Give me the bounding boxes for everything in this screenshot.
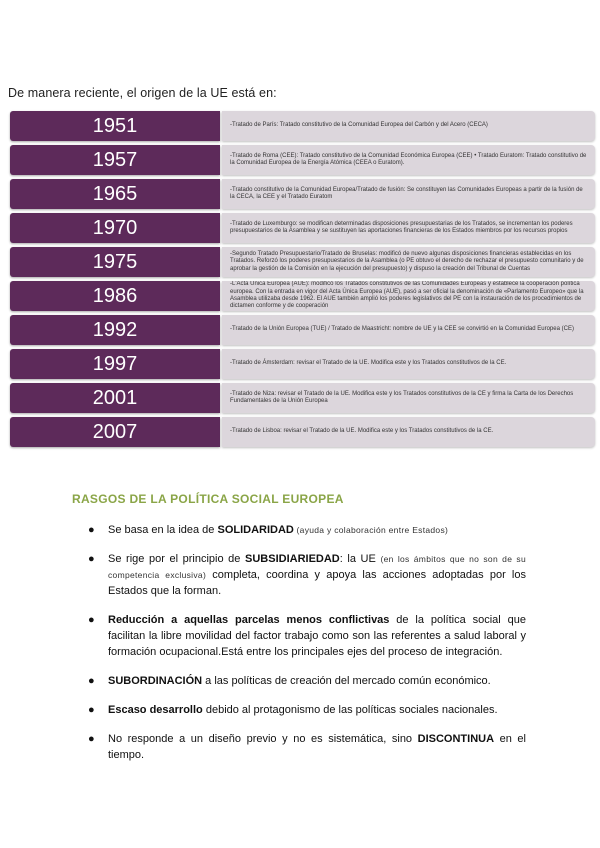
timeline-row	[10, 281, 595, 311]
timeline-year: 1957	[10, 145, 220, 175]
bullet-icon: ●	[88, 614, 95, 626]
timeline-row	[10, 417, 595, 447]
timeline-description: -Tratado de Lisboa: revisar el Tratado de la UE. Modifica este y los Tratados constitutivos de la CE.	[222, 417, 595, 447]
timeline-year: 1997	[10, 349, 220, 379]
timeline-year: 1951	[10, 111, 220, 141]
item-keyword: SOLIDARIDAD	[217, 524, 294, 536]
timeline-row	[10, 213, 595, 243]
timeline-description: -Tratado constitutivo de la Comunidad Europea/Tratado de fusión: Se constituyen las Comunidades Europeas a partir de la fusión de la CECA, la CEE y el Tratado Euratom	[222, 179, 595, 209]
list-item	[88, 522, 526, 538]
list-item	[88, 731, 526, 763]
timeline-description: -Tratado de Luxemburgo: se modifican determinadas disposiciones presupuestarias de los Tratados, se incrementan los poderes presupuestarios de la Asamblea y se sustituyen las aportaciones financieras de los Estados miembros por los recursos propios	[222, 213, 595, 243]
timeline-row	[10, 349, 595, 379]
item-keyword: DISCONTINUA	[417, 733, 495, 745]
section-title: RASGOS DE LA POLÍTICA SOCIAL EUROPEA	[72, 492, 344, 506]
list-item	[88, 673, 526, 689]
bullet-icon: ●	[88, 704, 95, 716]
timeline-row	[10, 383, 595, 413]
bullet-icon: ●	[88, 675, 95, 687]
timeline-description: -Tratado de Roma (CEE): Tratado constitutivo de la Comunidad Económica Europea (CEE) • Tratado Euratom: Tratado constitutivo de la Comunidad Europea de la Energía Atómica (CEEA o Euratom).	[222, 145, 595, 175]
timeline-row	[10, 179, 595, 209]
timeline-row	[10, 111, 595, 141]
timeline-row	[10, 247, 595, 277]
item-note: (en los ámbitos que no son de su competencia exclusiva)	[108, 554, 527, 580]
item-text: a las políticas de creación del mercado común económico.	[202, 675, 491, 687]
timeline-year: 1970	[10, 213, 220, 243]
item-text: No responde a un diseño previo y no es sistemática, sino	[108, 733, 418, 745]
bullet-icon: ●	[88, 733, 95, 745]
item-keyword: Reducción a aquellas parcelas menos conflictivas	[108, 614, 390, 626]
item-text: : la UE	[339, 553, 381, 565]
timeline-description: -Tratado de la Unión Europea (TUE) / Tratado de Maastricht: nombre de UE y la CEE se convirtió en la Comunidad Europea (CE)	[222, 315, 595, 345]
timeline-year: 2001	[10, 383, 220, 413]
timeline-year: 1992	[10, 315, 220, 345]
timeline-year: 2007	[10, 417, 220, 447]
item-keyword: SUBORDINACIÓN	[108, 675, 203, 687]
list-item	[88, 702, 526, 718]
timeline-description: -Tratado de Ámsterdam: revisar el Tratado de la UE. Modifica este y los Tratados constitutivos de la CE.	[222, 349, 595, 379]
bullet-icon: ●	[88, 553, 95, 565]
timeline-description: -Tratado de París: Tratado constitutivo de la Comunidad Europea del Carbón y del Acero (CECA)	[222, 111, 595, 141]
list-item	[88, 551, 526, 599]
intro-heading: De manera reciente, el origen de la UE está en:	[8, 86, 277, 100]
timeline-year: 1965	[10, 179, 220, 209]
bullet-icon: ●	[88, 524, 95, 536]
item-note: (ayuda y colaboración entre Estados)	[293, 525, 449, 535]
item-text: Se rige por el principio de	[108, 553, 246, 565]
treaty-timeline	[10, 111, 595, 451]
timeline-year: 1975	[10, 247, 220, 277]
timeline-description: -Segundo Tratado Presupuestario/Tratado de Bruselas: modificó de nuevo algunas disposiciones financieras establecidas en los Tratados. Reforzó los poderes presupuestarios de la Asamblea (o PE obtuvo el derecho de rechazar el presupuesto comunitario y de aprobar la gestión de la Comisión en la ejecución del presupuesto) y dispuso la creación del Tribunal de Cuentas	[222, 247, 595, 277]
list-item	[88, 612, 526, 660]
timeline-description: -L'Acta Única Europea (AUE): modificó los Tratados constitutivos de las Comunidades Europeas y establece la cooperación política europea. Con la entrada en vigor del Acta Única Europea (AUE), pasó a ser oficial la denominación de «Parlamento Europeo» que la Asamblea utilizaba desde 1962. El AUE también amplió los poderes legislativos del PE con la instauración de los procedimientos de dictamen conforme y de cooperación	[222, 281, 595, 311]
features-list	[88, 522, 526, 776]
item-keyword: Escaso desarrollo	[108, 704, 203, 716]
item-text: en el tiempo.	[108, 733, 526, 761]
item-text: de la política social que facilitan la libre movilidad del factor trabajo como son las referentes a salud laboral y formación ocupacional.Está entre los principales ejes del proceso de integración.	[108, 614, 526, 658]
item-text: Se basa en la idea de	[108, 524, 218, 536]
timeline-row	[10, 315, 595, 345]
item-keyword: SUBSIDIARIEDAD	[245, 553, 340, 565]
timeline-description: -Tratado de Niza: revisar el Tratado de la UE. Modifica este y los Tratados constitutivos de la CE y firma la Carta de los Derechos Fundamentales de la Unión Europea	[222, 383, 595, 413]
timeline-row	[10, 145, 595, 175]
timeline-year: 1986	[10, 281, 220, 311]
item-text: completa, coordina y apoya las acciones adoptadas por los Estados que la forman.	[108, 569, 526, 597]
item-text: debido al protagonismo de las políticas sociales nacionales.	[202, 704, 498, 716]
